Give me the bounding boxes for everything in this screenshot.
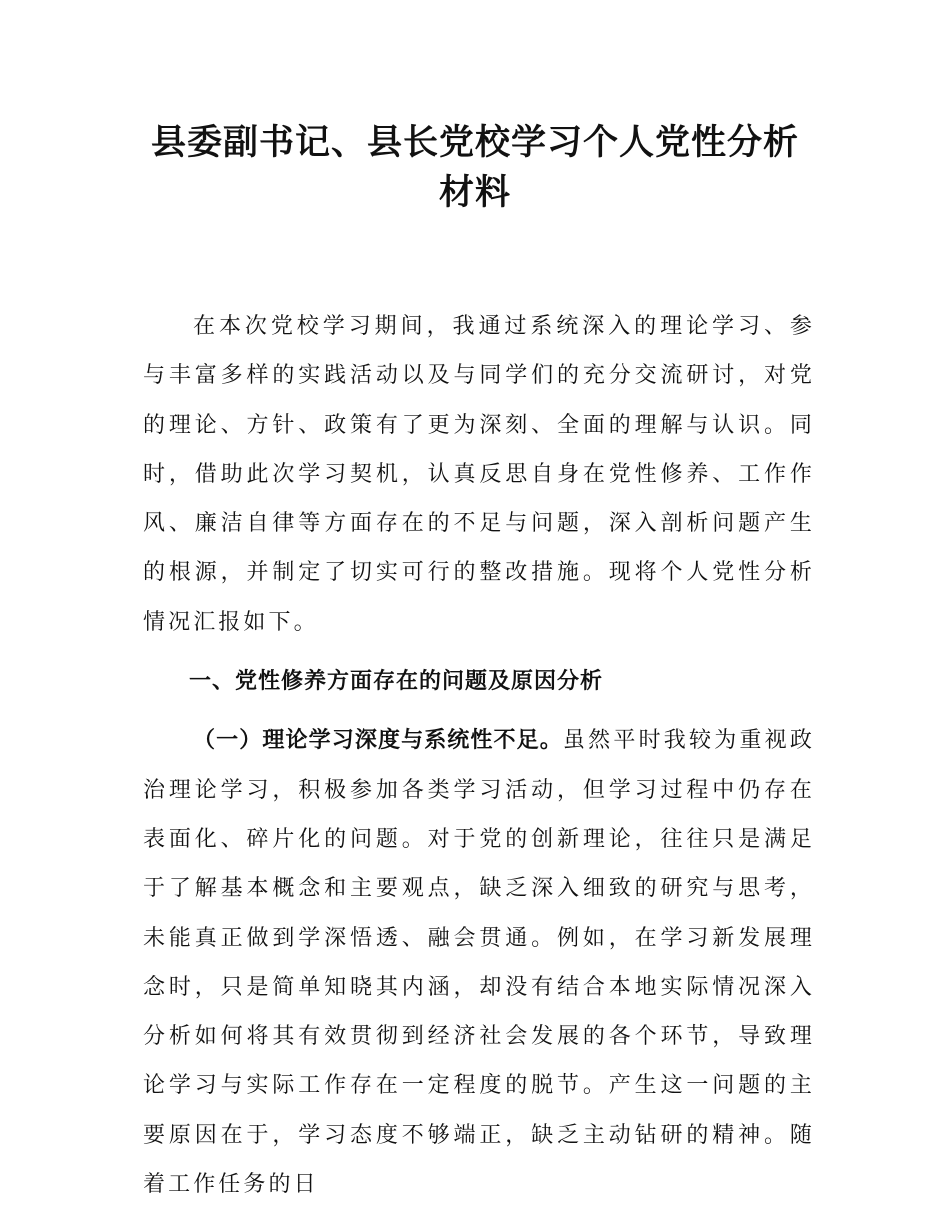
document-body (143, 302, 815, 1209)
subsection-text: 虽然平时我较为重视政治理论学习，积极参加各类学习活动，但学习过程中仍存在表面化、碎片化的问题。对于党的创新理论，往往只是满足于了解基本概念和主要观点，缺乏深入细致的研究与思考，未能真正做到学深悟透、融会贯通。例如，在学习新发展理念时，只是简单知晓其内涵，却没有结合本地实际情况深入分析如何将其有效贯彻到经济社会发展的各个环节，导致理论学习与实际工作存在一定程度的脱节。产生这一问题的主要原因在于，学习态度不够端正，缺乏主动钻研的精神。随着工作任务的日 (143, 728, 815, 1198)
section-heading: 一、党性修养方面存在的问题及原因分析 (189, 669, 604, 695)
paragraph-gap (143, 706, 815, 716)
subsection-paragraph (143, 716, 815, 1209)
subsection-title: （一）理论学习深度与系统性不足。 (193, 728, 563, 754)
document-title: 县委副书记、县长党校学习个人党性分析材料 (150, 122, 799, 213)
paragraph-gap (143, 647, 815, 657)
intro-paragraph: 在本次党校学习期间，我通过系统深入的理论学习、参与丰富多样的实践活动以及与同学们的充分交流研讨，对党的理论、方针、政策有了更为深刻、全面的理解与认识。同时，借助此次学习契机，认真反思自身在党性修养、工作作风、廉洁自律等方面存在的不足与问题，深入剖析问题产生的根源，并制定了切实可行的整改措施。现将个人党性分析情况汇报如下。 (143, 314, 815, 635)
